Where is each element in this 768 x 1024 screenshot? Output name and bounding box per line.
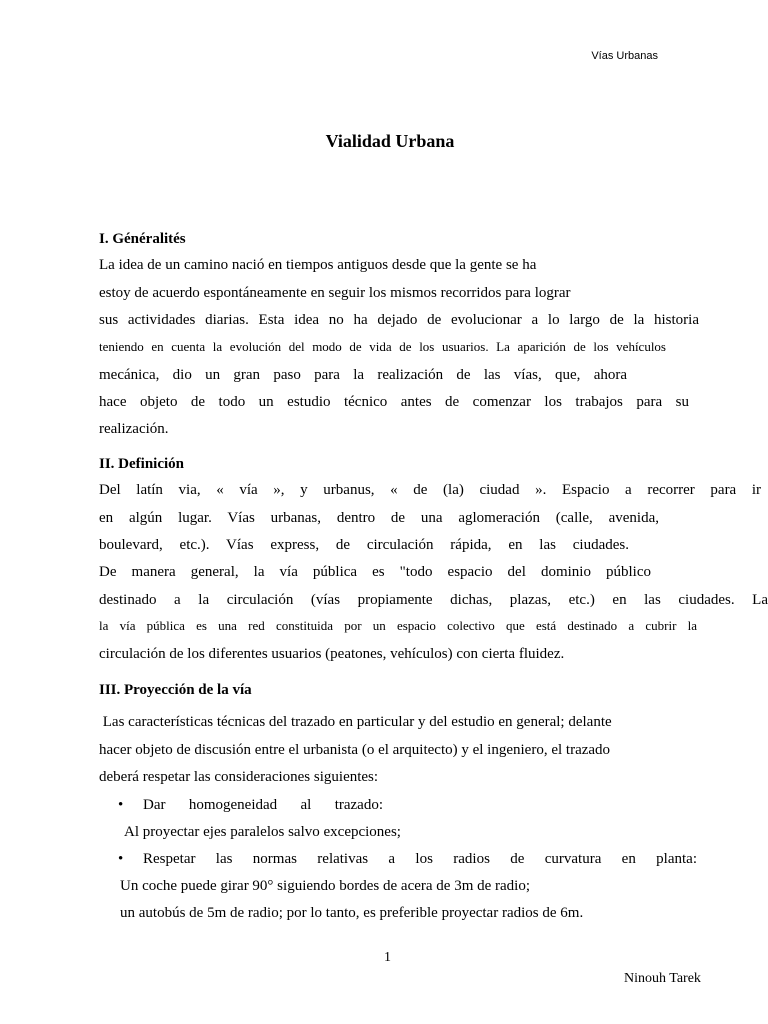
paragraph-line: hace objeto de todo un estudio técnico antes de comenzar los trabajos para su <box>99 394 689 410</box>
bullet-item: Respetar las normas relativas a los radios de curvatura en planta: <box>143 851 697 867</box>
paragraph-line: realización. <box>99 421 169 437</box>
paragraph-line: estoy de acuerdo espontáneamente en seguir los mismos recorridos para lograr <box>99 285 571 301</box>
section-heading-generalites: I. Généralités <box>99 231 186 247</box>
paragraph-line: circulación de los diferentes usuarios (peatones, vehículos) con cierta fluidez. <box>99 646 565 662</box>
bullet-icon: • <box>118 851 124 867</box>
section-heading-proyeccion: III. Proyección de la vía <box>99 682 252 698</box>
paragraph-line: mecánica, dio un gran paso para la realización de las vías, que, ahora <box>99 367 627 383</box>
bullet-item: Dar homogeneidad al trazado: <box>143 797 383 813</box>
paragraph-line: De manera general, la vía pública es "todo espacio del dominio público <box>99 564 651 580</box>
page-number: 1 <box>384 950 391 965</box>
bullet-subtext: Al proyectar ejes paralelos salvo excepciones; <box>124 824 401 840</box>
paragraph-line: sus actividades diarias. Esta idea no ha dejado de evolucionar a lo largo de la historia <box>99 312 699 328</box>
paragraph-line: Las características técnicas del trazado en particular y del estudio en general; delante <box>99 714 612 730</box>
paragraph-line: La idea de un camino nació en tiempos antiguos desde que la gente se ha <box>99 257 537 273</box>
paragraph-line: boulevard, etc.). Vías express, de circulación rápida, en las ciudades. <box>99 537 629 553</box>
paragraph-line: Del latín via, « vía », y urbanus, « de (la) ciudad ». Espacio a recorrer para ir <box>99 482 761 498</box>
document-title: Vialidad Urbana <box>325 131 455 151</box>
paragraph-line: deberá respetar las consideraciones siguientes: <box>99 769 379 785</box>
bullet-icon: • <box>118 797 124 813</box>
paragraph-line: en algún lugar. Vías urbanas, dentro de una aglomeración (calle, avenida, <box>99 510 659 526</box>
paragraph-line: la vía pública es una red constituida por un espacio colectivo que está destinado a cubrir la <box>99 618 697 633</box>
bullet-subtext: un autobús de 5m de radio; por lo tanto, es preferible proyectar radios de 6m. <box>120 905 584 921</box>
section-heading-definicion: II. Definición <box>99 456 185 472</box>
author-name: Ninouh Tarek <box>624 971 701 986</box>
paragraph-line: hacer objeto de discusión entre el urbanista (o el arquitecto) y el ingeniero, el trazado <box>99 742 611 758</box>
paragraph-line: teniendo en cuenta la evolución del modo de vida de los usuarios. La aparición de los vehículos <box>99 339 666 354</box>
bullet-subtext: Un coche puede girar 90° siguiendo bordes de acera de 3m de radio; <box>120 878 531 894</box>
paragraph-line: destinado a la circulación (vías propiamente dichas, plazas, etc.) en las ciudades. La <box>99 592 768 608</box>
running-header: Vías Urbanas <box>591 50 658 62</box>
